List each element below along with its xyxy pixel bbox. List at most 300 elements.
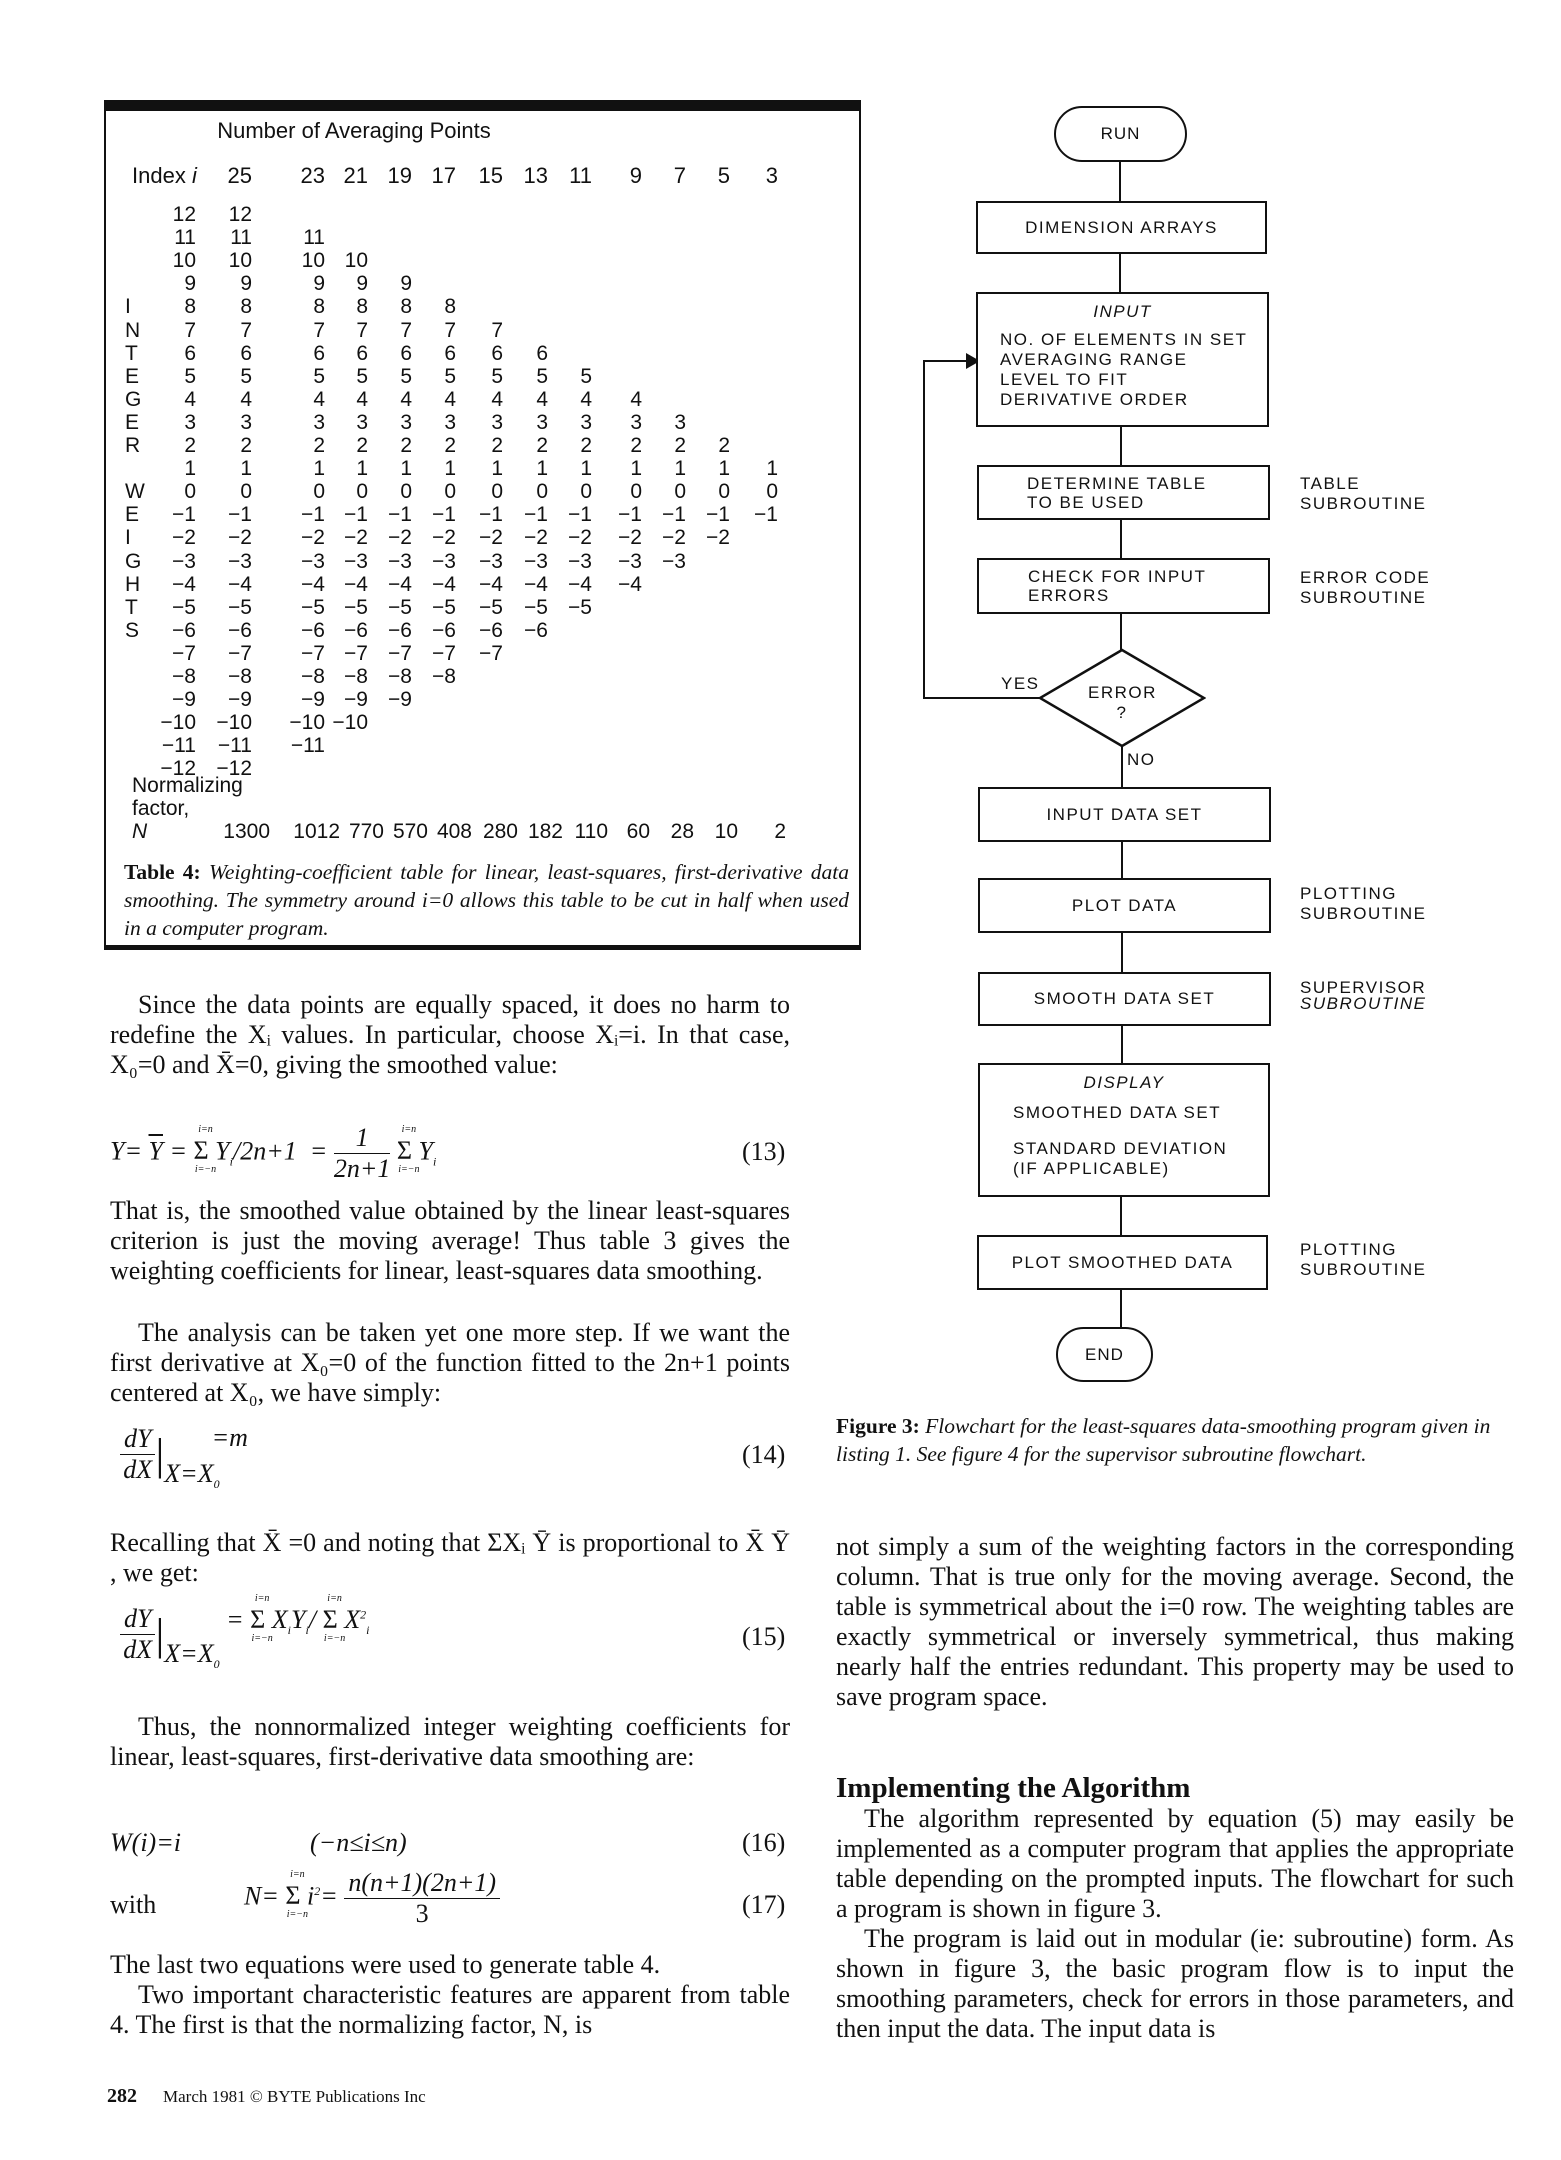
figure-caption-text: Flowchart for the least-squares data-smoothing program given in listing 1. See figure 4 for the supervisor subroutine flowchart. — [836, 1414, 1491, 1466]
equation-17-number: (17) — [742, 1890, 786, 1919]
equation-14-number: (14) — [742, 1440, 786, 1469]
normalizing-value: 570 — [392, 820, 428, 843]
weight-cell: −3 — [524, 549, 548, 573]
side-label-letter: E — [125, 503, 140, 527]
weight-cell: −8 — [228, 665, 252, 688]
weight-cell: −9 — [301, 688, 325, 712]
index-cell: 8 — [184, 295, 196, 319]
weight-cell: 4 — [444, 387, 456, 411]
weight-cell: 9 — [313, 272, 325, 296]
weight-cell: −1 — [344, 503, 368, 527]
weight-cell: −6 — [432, 618, 456, 642]
weight-cell: −4 — [344, 572, 368, 596]
column-header: 23 — [300, 163, 325, 188]
paragraph-normalizing-not-sum: not simply a sum of the weighting factors in the corresponding column. That is true only for the moving average. Second, the table is symmetrical about the i=0 row. The weighting tables are exactly symmetrical or inversely symmetrical, thus making nearly half the entries redundant. This property may be used to save program space. — [836, 1532, 1514, 1711]
weight-cell: 0 — [491, 480, 503, 504]
weight-cell: 7 — [313, 318, 325, 342]
weight-cell: 5 — [491, 364, 503, 388]
weight-cell: 3 — [674, 410, 686, 434]
weight-cell: −6 — [388, 618, 412, 642]
weight-cell: −10 — [216, 711, 252, 735]
weight-cell: 3 — [536, 410, 548, 434]
index-cell: 0 — [184, 480, 196, 504]
weight-cell: −4 — [388, 572, 412, 596]
weight-cell: 1 — [444, 457, 456, 481]
weight-cell: −2 — [388, 526, 412, 550]
connector-line — [1120, 425, 1122, 467]
side-label-letter: G — [125, 549, 142, 573]
weight-cell: 4 — [400, 387, 412, 411]
column-header: 11 — [569, 163, 592, 188]
weight-cell: −7 — [479, 641, 503, 665]
weight-cell: 0 — [313, 480, 325, 504]
index-cell: 7 — [184, 318, 196, 342]
weight-cell: 6 — [444, 341, 456, 365]
flowchart-terminal-end: END — [1056, 1327, 1153, 1382]
weight-cell: 3 — [400, 410, 412, 434]
connector-line — [1121, 1024, 1123, 1064]
weight-cell: 3 — [240, 410, 252, 434]
weight-cell: 4 — [630, 387, 642, 411]
paragraph-recalling: Recalling that X̄ =0 and noting that ΣXᵢ Ȳ is proportional to X̄ Ȳ , we get: — [110, 1528, 790, 1587]
table-4-caption — [124, 858, 849, 942]
weight-cell: 2 — [313, 434, 325, 457]
paragraph-algorithm: The algorithm represented by equation (5) may easily be implemented as a computer program that applies the appropriate table depending on the prompted inputs. The flowchart for such a program is shown in figure 3. — [836, 1804, 1514, 1923]
index-cell: 3 — [184, 410, 196, 434]
equation-16-left: W(i)=i — [110, 1828, 181, 1857]
equation-14: $\frac{dY}{dX}$ $|X=X_0=m$ — [120, 1424, 256, 1485]
column-header: 3 — [765, 163, 778, 188]
paragraph-moving-average: That is, the smoothed value obtained by the linear least-squares criterion is just the moving average! Thus table 3 gives the weighting coefficients for linear, least-squares data smoothing. — [110, 1196, 790, 1285]
weight-cell: −5 — [228, 595, 252, 619]
weight-cell: 2 — [718, 434, 730, 457]
equation-16-number: (16) — [742, 1828, 786, 1857]
index-cell: −5 — [172, 595, 196, 619]
weight-cell: 6 — [400, 341, 412, 365]
side-label-letter: N — [125, 318, 141, 342]
weight-cell: −1 — [524, 503, 548, 527]
connector-line — [1121, 932, 1123, 972]
weight-cell: −1 — [754, 503, 778, 527]
weight-cell: 1 — [766, 457, 778, 481]
weight-cell: −6 — [479, 618, 503, 642]
weight-cell: 6 — [313, 341, 325, 365]
weight-cell: −7 — [228, 641, 252, 665]
equation-15: $\frac{dY}{dX}$ $|X=X_0 = \Sigma$ i=n i=−n $X_iY_i/$ Σ i=n i=−n $X^2_i$ — [120, 1604, 369, 1665]
index-cell: −4 — [172, 572, 196, 596]
weight-cell: 7 — [240, 318, 252, 342]
weight-cell: 7 — [400, 318, 412, 342]
weight-cell: 4 — [491, 387, 503, 411]
weight-cell: −5 — [479, 595, 503, 619]
weight-cell: −4 — [228, 572, 252, 596]
weight-cell: 1 — [313, 457, 325, 481]
normalizing-value: 28 — [670, 820, 694, 843]
weight-cell: 5 — [536, 364, 548, 388]
side-label-letter: I — [125, 295, 131, 319]
weight-cell: 4 — [536, 387, 548, 411]
weight-cell: 11 — [230, 226, 252, 250]
normalizing-value: 770 — [348, 820, 384, 843]
weight-cell: −1 — [388, 503, 412, 527]
weight-cell: 7 — [491, 318, 503, 342]
weight-cell: −6 — [228, 618, 252, 642]
normalizing-value: 110 — [574, 820, 608, 843]
weight-cell: 1 — [356, 457, 368, 481]
weight-cell: −3 — [301, 549, 325, 573]
weight-cell: 2 — [240, 434, 252, 457]
index-cell: 6 — [184, 341, 196, 365]
weight-cell: 5 — [444, 364, 456, 388]
normalizing-value: 60 — [626, 820, 650, 843]
weight-cell: −7 — [432, 641, 456, 665]
weight-cell: −10 — [332, 711, 368, 735]
paragraph-redefine-x: Since the data points are equally spaced, it does no harm to redefine the Xᵢ values. In particular, choose Xᵢ=i. In that case, X₀=0 and X̄=0, giving the smoothed value: — [110, 990, 790, 1079]
weight-cell: 7 — [356, 318, 368, 342]
equation-15-number: (15) — [742, 1622, 786, 1651]
index-cell: −7 — [172, 641, 196, 665]
note-error-code-subroutine: ERROR CODE SUBROUTINE — [1300, 568, 1431, 607]
weight-cell: −12 — [216, 757, 252, 781]
index-cell: −12 — [160, 757, 196, 781]
column-header: 21 — [343, 163, 368, 188]
paragraph-first-derivative: The analysis can be taken yet one more step. If we want the first derivative at X₀=0 of the function fitted to the 2n+1 points centered at X₀, we have simply: — [110, 1318, 790, 1407]
column-header: 5 — [717, 163, 730, 188]
weight-cell: −9 — [388, 688, 412, 712]
weight-cell: 0 — [444, 480, 456, 504]
side-label-letter: W — [125, 480, 145, 504]
normalizing-factor-label: Normalizing factor, — [132, 774, 243, 820]
weight-cell: −1 — [706, 503, 730, 527]
weight-cell: 1 — [536, 457, 548, 481]
side-label-letter: S — [125, 618, 140, 642]
weight-cell: 6 — [356, 341, 368, 365]
weight-cell: 9 — [240, 272, 252, 296]
weight-cell: 2 — [491, 434, 503, 457]
weight-cell: 0 — [240, 480, 252, 504]
weight-cell: 0 — [674, 480, 686, 504]
weight-cell: 8 — [313, 295, 325, 319]
side-label-letter: R — [125, 434, 141, 457]
side-label-letter: I — [125, 526, 131, 550]
weight-cell: 9 — [356, 272, 368, 296]
connector-line — [1120, 1288, 1122, 1328]
weight-cell: 2 — [444, 434, 456, 457]
side-label-letter: E — [125, 410, 140, 434]
weight-cell: 4 — [580, 387, 592, 411]
weight-cell: −11 — [290, 734, 325, 758]
index-cell: −2 — [172, 526, 196, 550]
weight-cell: −2 — [432, 526, 456, 550]
weight-cell: −4 — [479, 572, 503, 596]
weight-cell: −3 — [388, 549, 412, 573]
weight-cell: −6 — [344, 618, 368, 642]
weight-cell: 6 — [491, 341, 503, 365]
weight-cell: −8 — [432, 665, 456, 688]
weight-cell: −5 — [301, 595, 325, 619]
weight-cell: 5 — [400, 364, 412, 388]
connector-line — [1119, 252, 1121, 294]
section-heading: Implementing the Algorithm — [836, 1772, 1191, 1804]
note-plotting-subroutine-2: PLOTTING SUBROUTINE — [1300, 1240, 1427, 1279]
equation-16-right: (−n≤i≤n) — [310, 1828, 407, 1857]
column-header: 13 — [523, 163, 548, 188]
weight-cell: −6 — [524, 618, 548, 642]
weight-cell: 4 — [240, 387, 252, 411]
connector-line — [1120, 518, 1122, 560]
weight-cell: 1 — [240, 457, 252, 481]
weight-cell: −3 — [432, 549, 456, 573]
normalizing-symbol: N — [132, 820, 148, 843]
weight-cell: −1 — [662, 503, 686, 527]
index-cell: −11 — [161, 734, 196, 758]
weight-cell: −2 — [479, 526, 503, 550]
weight-cell: 2 — [630, 434, 642, 457]
weight-cell: 11 — [303, 226, 325, 250]
weight-cell: 9 — [400, 272, 412, 296]
weight-cell: −9 — [228, 688, 252, 712]
weight-cell: 2 — [536, 434, 548, 457]
equation-13-number: (13) — [742, 1137, 786, 1166]
weight-cell: −1 — [432, 503, 456, 527]
normalizing-value: 182 — [527, 820, 563, 843]
weight-cell: −11 — [217, 734, 252, 758]
normalizing-value: 2 — [774, 820, 786, 843]
weight-cell: −2 — [706, 526, 730, 550]
normalizing-value: 1012 — [293, 820, 340, 843]
weight-cell: −4 — [432, 572, 456, 596]
weight-cell: 1 — [630, 457, 642, 481]
weight-cell: −8 — [388, 665, 412, 688]
column-header: 17 — [431, 163, 456, 188]
weight-cell: 6 — [240, 341, 252, 365]
index-cell: −1 — [172, 503, 196, 527]
display-box-title: DISPLAY — [1083, 1073, 1165, 1092]
weight-cell: 0 — [400, 480, 412, 504]
weight-cell: −2 — [301, 526, 325, 550]
weight-cell: −7 — [388, 641, 412, 665]
weight-cell: −4 — [568, 572, 592, 596]
index-cell: 2 — [184, 434, 196, 457]
normalizing-value: 280 — [482, 820, 518, 843]
side-label-letter: T — [125, 341, 138, 365]
index-cell: −8 — [172, 665, 196, 688]
column-header: 25 — [227, 163, 252, 188]
weight-cell: −1 — [568, 503, 592, 527]
flowchart-step-input-data-set: INPUT DATA SET — [978, 787, 1271, 842]
weight-cell: −2 — [524, 526, 548, 550]
connector-line — [1121, 745, 1123, 789]
weight-cell: 3 — [313, 410, 325, 434]
weight-cell: 10 — [344, 249, 368, 273]
figure-3-caption — [836, 1412, 1512, 1468]
weight-cell: −9 — [344, 688, 368, 712]
equation-13: $Y= \overline{Y} = \Sigma$ i=n i=−n $Y_i/2n+1$ = $\frac{1}{2n+1}$ Σ i=n i=−n $Y_i$ — [110, 1123, 437, 1183]
weight-cell: −1 — [301, 503, 325, 527]
flowchart-step-smooth-data-set: SMOOTH DATA SET — [978, 972, 1271, 1026]
normalizing-value: 10 — [714, 820, 738, 843]
connector-line — [1121, 840, 1123, 880]
index-cell: 9 — [184, 272, 196, 296]
caption-label: Table 4: — [124, 860, 201, 884]
weight-cell: 0 — [356, 480, 368, 504]
weight-cell: 4 — [356, 387, 368, 411]
weight-cell: 3 — [630, 410, 642, 434]
paragraph-nonnormalized: Thus, the nonnormalized integer weighting coefficients for linear, least-squares, first-derivative data smoothing are: — [110, 1712, 790, 1771]
weight-cell: 8 — [444, 295, 456, 319]
weight-cell: −5 — [432, 595, 456, 619]
weight-cell: −7 — [344, 641, 368, 665]
weight-cell: 3 — [491, 410, 503, 434]
index-cell: −3 — [172, 549, 196, 573]
index-cell: 11 — [174, 226, 196, 250]
weight-cell: 0 — [766, 480, 778, 504]
decision-yes-label: YES — [1001, 674, 1040, 693]
weight-cell: 0 — [536, 480, 548, 504]
weight-cell: 1 — [400, 457, 412, 481]
side-label-letter: T — [125, 595, 138, 619]
weight-cell: −4 — [618, 572, 642, 596]
weight-cell: −5 — [568, 595, 592, 619]
note-table-subroutine: TABLE SUBROUTINE — [1300, 474, 1427, 513]
weight-cell: −6 — [301, 618, 325, 642]
figure-caption-label: Figure 3: — [836, 1414, 920, 1438]
weight-cell: −8 — [344, 665, 368, 688]
weight-cell: −1 — [618, 503, 642, 527]
column-header: 15 — [478, 163, 503, 188]
weight-cell: 1 — [491, 457, 503, 481]
index-cell: 4 — [184, 387, 196, 411]
side-label-letter: H — [125, 572, 141, 596]
connector-line — [1120, 1195, 1122, 1237]
weight-cell: −1 — [228, 503, 252, 527]
weight-cell: 5 — [313, 364, 325, 388]
normalizing-value: 1300 — [223, 820, 270, 843]
flowchart-terminal-run: RUN — [1054, 106, 1187, 162]
decision-no-label: NO — [1127, 750, 1156, 769]
note-supervisor-subroutine: SUPERVISOR SUBROUTINE — [1300, 978, 1427, 1013]
index-cell: 5 — [184, 364, 196, 388]
paragraph-characteristic-features: Two important characteristic features are apparent from table 4. The first is that the normalizing factor, N, is — [110, 1980, 790, 2039]
weight-cell: 2 — [674, 434, 686, 457]
flowchart-step-check-errors: CHECK FOR INPUT ERRORS — [977, 558, 1270, 614]
weight-cell: 8 — [356, 295, 368, 319]
weight-cell: −3 — [344, 549, 368, 573]
index-cell: −10 — [160, 711, 196, 735]
weight-cell: 5 — [356, 364, 368, 388]
weight-cell: −1 — [479, 503, 503, 527]
weight-cell: −7 — [301, 641, 325, 665]
weight-cell: 3 — [356, 410, 368, 434]
weight-cell: 1 — [718, 457, 730, 481]
weight-cell: 2 — [356, 434, 368, 457]
weight-cell: −2 — [228, 526, 252, 550]
weight-cell: −3 — [228, 549, 252, 573]
weight-cell: 8 — [240, 295, 252, 319]
weight-cell: 10 — [301, 249, 325, 273]
weight-cell: 5 — [240, 364, 252, 388]
weight-cell: −3 — [479, 549, 503, 573]
column-header: 9 — [629, 163, 642, 188]
note-plotting-subroutine: PLOTTING SUBROUTINE — [1300, 884, 1427, 923]
weight-cell: −3 — [618, 549, 642, 573]
weight-cell: 3 — [580, 410, 592, 434]
side-label-letter: G — [125, 387, 142, 411]
weight-cell: −3 — [568, 549, 592, 573]
weight-cell: 4 — [313, 387, 325, 411]
weight-cell: 5 — [580, 364, 592, 388]
weight-cell: −5 — [524, 595, 548, 619]
flowchart-step-plot-smoothed-data: PLOT SMOOTHED DATA — [977, 1235, 1268, 1290]
column-header: 7 — [673, 163, 686, 188]
connector-line — [1119, 160, 1121, 202]
weight-cell: −5 — [344, 595, 368, 619]
weight-cell: −2 — [568, 526, 592, 550]
footer-text: March 1981 © BYTE Publications Inc — [163, 2087, 426, 2106]
caption-text: Weighting-coefficient table for linear, least-squares, first-derivative data smoothing. The symmetry around i=0 allows this table to be cut in half when used in a computer program. — [124, 860, 849, 940]
weight-cell: −10 — [289, 711, 325, 735]
weight-cell: 12 — [228, 203, 252, 226]
weight-cell: −2 — [662, 526, 686, 550]
index-cell: 12 — [172, 203, 196, 226]
index-cell: −9 — [172, 688, 196, 712]
weight-cell: −5 — [388, 595, 412, 619]
weight-cell: −2 — [344, 526, 368, 550]
column-header: 19 — [387, 163, 412, 188]
index-column-header: Index i — [132, 163, 197, 188]
weight-cell: 3 — [444, 410, 456, 434]
equation-17-with: with — [110, 1890, 157, 1919]
flowchart-step-input: INPUT NO. OF ELEMENTS IN SET AVERAGING RANGE LEVEL TO FIT DERIVATIVE ORDER — [976, 292, 1269, 427]
yes-loop-line — [923, 697, 1041, 699]
weight-cell: −4 — [524, 572, 548, 596]
index-cell: −6 — [172, 618, 196, 642]
flowchart-step-display: DISPLAY SMOOTHED DATA SET STANDARD DEVIATION (IF APPLICABLE) — [978, 1063, 1270, 1197]
input-box-title: INPUT — [1093, 302, 1152, 321]
weight-cell: 10 — [228, 249, 252, 273]
weight-cell: −2 — [618, 526, 642, 550]
weight-cell: 7 — [444, 318, 456, 342]
table-column-group-title: Number of Averaging Points — [217, 118, 491, 143]
weight-cell: −8 — [301, 665, 325, 688]
connector-line — [1120, 612, 1122, 650]
weight-cell: 0 — [630, 480, 642, 504]
yes-loop-line — [923, 360, 925, 699]
weight-cell: 2 — [400, 434, 412, 457]
weight-cell: −3 — [662, 549, 686, 573]
index-cell: 10 — [172, 249, 196, 273]
weight-cell: 6 — [536, 341, 548, 365]
weight-cell: 8 — [400, 295, 412, 319]
weight-cell: 0 — [580, 480, 592, 504]
flowchart-step-plot-data: PLOT DATA — [978, 878, 1271, 933]
paragraph-program-layout: The program is laid out in modular (ie: subroutine) form. As shown in figure 3, the basic program flow is to input the smoothing parameters, check for errors in those parameters, and then input the data. The input data is — [836, 1924, 1514, 2043]
side-label-letter: E — [125, 364, 140, 388]
weight-cell: 2 — [580, 434, 592, 457]
weight-cell: 1 — [674, 457, 686, 481]
weight-cell: 1 — [580, 457, 592, 481]
paragraph-last-two-equations: The last two equations were used to generate table 4. — [110, 1950, 661, 1979]
decision-label: ERROR ? — [1088, 683, 1157, 722]
page-footer — [107, 2085, 426, 2108]
page-number: 282 — [107, 2085, 137, 2107]
flowchart-step-determine-table: DETERMINE TABLE TO BE USED — [977, 465, 1270, 520]
flowchart-step-dimension-arrays: DIMENSION ARRAYS — [976, 201, 1267, 254]
normalizing-value: 408 — [436, 820, 472, 843]
equation-17: N= Σ i=n i=−n $i^2=$ $\frac{n(n+1)(2n+1)}{3}$ — [244, 1868, 500, 1929]
weight-cell: 0 — [718, 480, 730, 504]
weight-cell: −4 — [301, 572, 325, 596]
